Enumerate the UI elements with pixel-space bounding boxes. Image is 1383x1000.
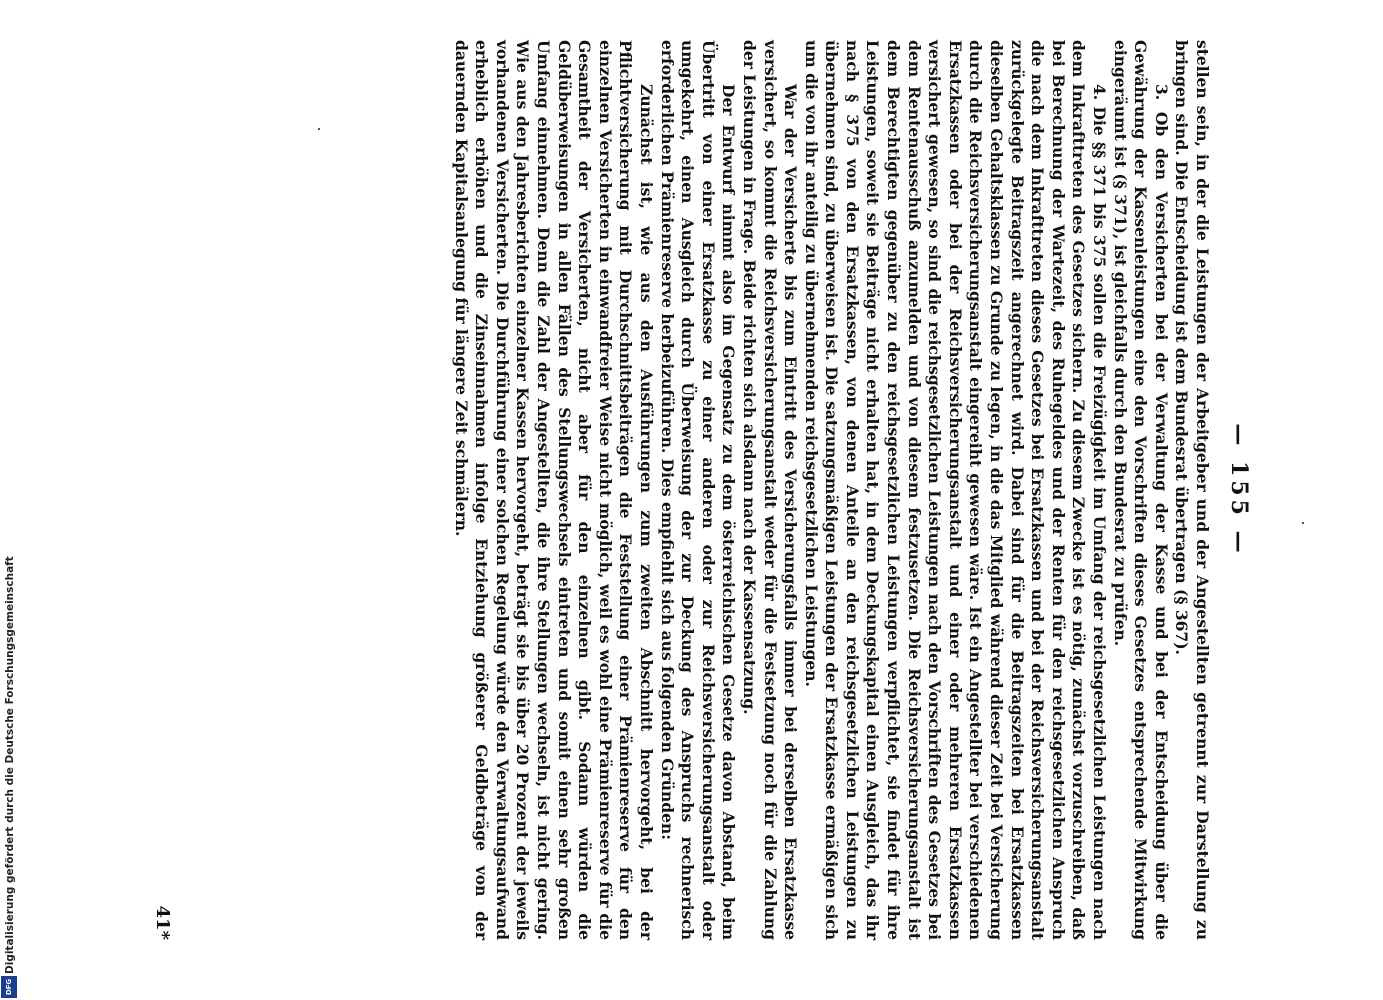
dfg-logo-text: DFG [5, 978, 13, 996]
paragraph: 3. Ob den Versicherten bei der Verwaltung der Kasse und bei der Entscheidung über die Gewährung der Kassenleistungen eine den Vorschriften dieses Gesetzes entsprechende Mitwirkung eingeräumt ist (§ 371), ist gleichfalls durch den Bundesrat zu prüfen. [1110, 40, 1171, 940]
paragraph: Der Entwurf nimmt also im Gegensatz zu dem österreichischen Gesetze davon Abstand, beim Übertritt von einer Ersatzkasse zu einer anderen oder zur Reichsversicherungsanstalt oder umgekehrt, einen Ausgleich durch Überweisung der zur Deckung des Anspruchs rechnerisch erforderlichen Prämienreserve herbeizuführen. Dies empfiehlt sich aus folgenden Gründen: [657, 40, 739, 940]
page-text [450, 40, 1212, 940]
scanned-page [147, 40, 1257, 940]
sidebar [0, 0, 18, 1000]
scan-speck [1302, 522, 1304, 524]
dfg-logo-icon [1, 976, 17, 998]
paragraph: 4. Die §§ 371 bis 375 sollen die Freizügigkeit im Umfang der reichsgesetzlichen Leistungen nach dem Inkrafttreten des Gesetzes sichern. Zu diesem Zwecke ist es nötig, zunächst vorzuschreiben, daß bei Berechnung der Wartezeit, des Ruhegeldes und der Renten für den reichsgesetzlichen Anspruch die nach dem Inkrafttreten dieses Gesetzes bei Ersatzkassen und bei der Reichsversicherungsanstalt zurückgelegte Beitragszeit angerechnet wird. Dabei sind für die Beitragszeiten bei Ersatzkassen dieselben Gehaltsklassen zu Grunde zu legen, in die das Mitglied während dieser Zeit bei Versicherung durch die Reichsversicherungsanstalt eingereiht gewesen wäre. Ist ein Angestellter bei verschiedenen Ersatzkassen oder bei der Reichsversicherungsanstalt und einer oder mehreren Ersatzkassen versichert gewesen, so sind die reichsgesetzlichen Leistungen nach den Vorschriften des Gesetzes bei dem Rentenausschuß anzumelden und von diesem festzusetzen. Die Reichsversicherungsanstalt ist dem Berechtigten gegenüber zu den reichsgesetzlichen Leistungen verpflichtet, sie findet für ihre Leistungen, soweit sie Beiträge nicht erhalten hat, in dem Deckungskapital einen Ausgleich, das ihr nach § 375 von den Ersatzkassen, von denen Anteile an den reichsgesetzlichen Leistungen zu übernehmen sind, zu überweisen ist. Die satzungsmäßigen Leistungen der Ersatzkasse ermäßigen sich um die von ihr anteilig zu übernehmenden reichsgesetzlichen Leistungen. [801, 40, 1110, 940]
page-content [152, 40, 1252, 940]
paragraph: Zunächst ist, wie aus den Ausführungen zum zweiten Abschnitt hervorgeht, bei der Pflichtversicherung mit Durchschnittsbeiträgen die Feststellung einer Prämienreserve für den einzelnen Versicherten in einwandfreier Weise nicht möglich, weil es wohl eine Prämienreserve für die Gesamtheit der Versicherten, nicht aber für den einzelnen gibt. Sodann würden die Geldüberweisungen in allen Fällen des Stellungswechsels eintreten und somit einen sehr großen Umfang einnehmen. Denn die Zahl der Angestellten, die ihre Stellungen wechseln, ist nicht gering. Wie aus den Jahresberichten einzelner Kassen hervorgeht, beträgt sie bis über 20 Prozent der jeweils vorhandenen Versicherten. Die Durchführung einer solchen Regelung würde den Verwaltungsaufwand erheblich erhöhen und die Zinseinnahmen infolge Entziehung größerer Geldbeträge von der dauernden Kapitalsanlegung für längere Zeit schmälern. [451, 40, 656, 940]
signature-mark: 41* [152, 905, 173, 940]
paragraph: War der Versicherte bis zum Eintritt des Versicherungsfalls immer bei derselben Ersatzkasse versichert, so kommt die Reichsversicherungsanstalt weder für die Festsetzung noch für die Zahlung der Leistungen in Frage. Beide richten sich alsdann nach der Kassensatzung. [739, 40, 801, 940]
paragraph: stellen sein, in der die Leistungen der Arbeitgeber und der Angestellten getrennt zur Darstellung zu bringen sind. Die Entscheidung ist dem Bundesrat übertragen (§ 367). [1172, 40, 1212, 940]
digitization-credit: Digitalisierung gefördert durch die Deutsche Forschungsgemeinschaft [4, 556, 16, 974]
page-number: — 155 — [1226, 423, 1252, 557]
scan-speck [318, 128, 320, 130]
